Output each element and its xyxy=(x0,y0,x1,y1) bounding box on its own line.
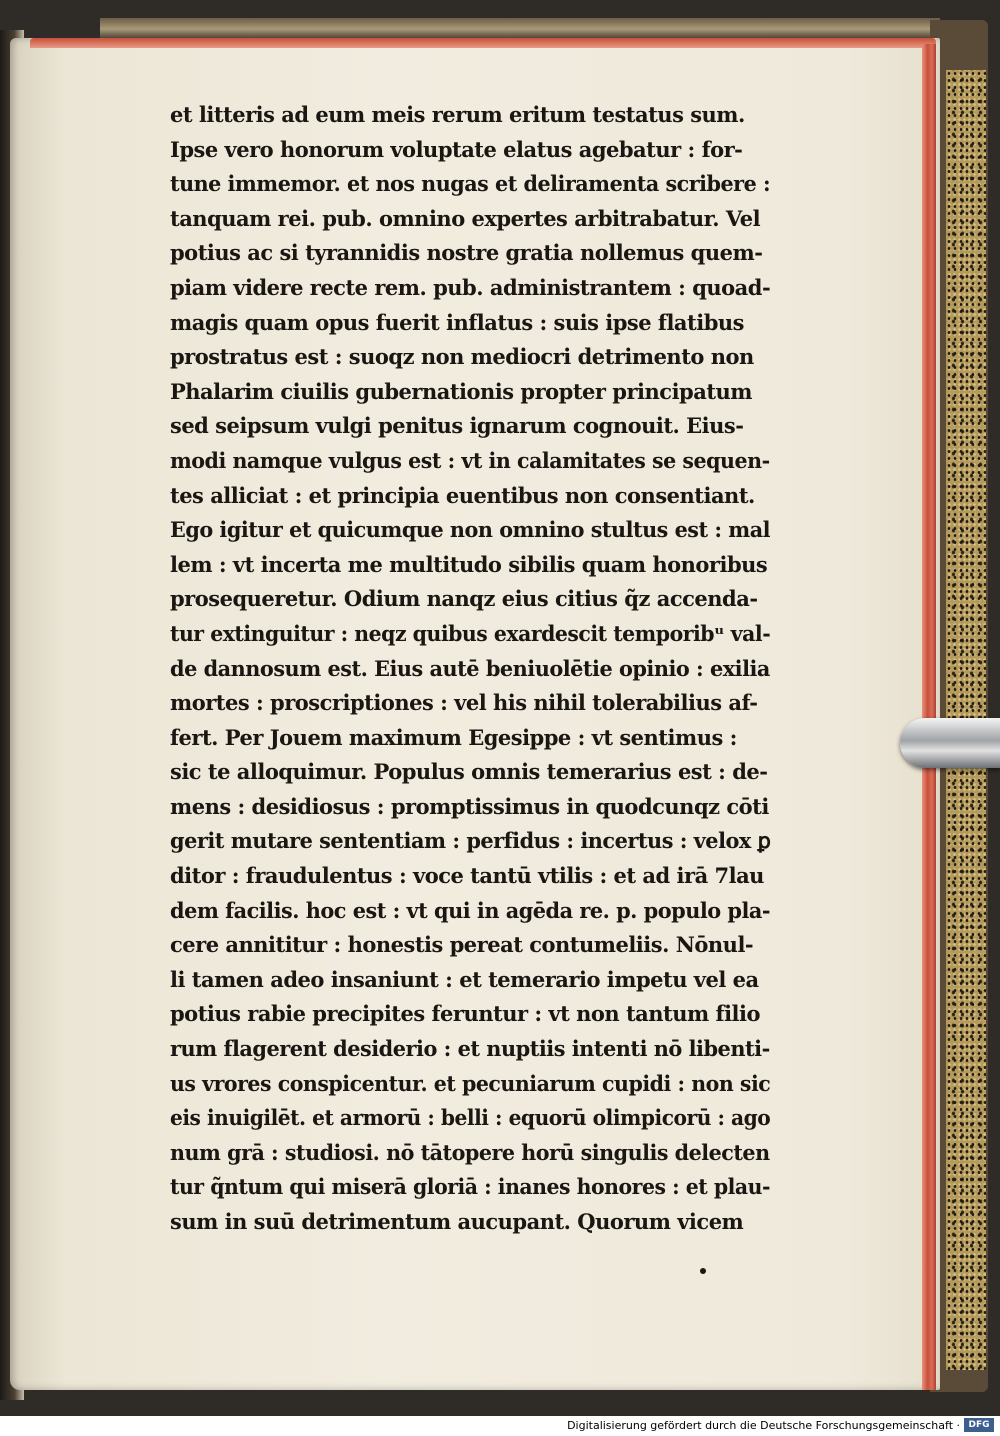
text-line: et litteris ad eum meis rerum eritum testatus sum. xyxy=(170,102,745,127)
text-line: sed seipsum vulgi penitus ignarum cognouit. Eius- xyxy=(170,413,744,439)
text-line: potius rabie precipites feruntur : vt non tantum filio xyxy=(170,1001,761,1027)
text-line: Ipse vero honorum voluptate elatus agebatur : for- xyxy=(170,136,743,162)
page-clip xyxy=(900,718,1000,768)
text-line: prosequeretur. Odium nanqz eius citius q̃z accenda- xyxy=(170,586,758,612)
text-line: fert. Per Jouem maximum Egesippe : vt sentimus : xyxy=(170,724,737,750)
text-line: sum in suū detrimentum aucupant. Quorum vicem xyxy=(170,1209,744,1234)
ink-dot-mark xyxy=(700,1268,706,1274)
text-line: lem : vt incerta me multitudo sibilis quam honoribus xyxy=(170,551,768,577)
footer-bar xyxy=(0,1416,1000,1436)
red-page-edge-top xyxy=(30,38,936,48)
text-line: us vrores conspicentur. et pecuniarum cupidi : non sic xyxy=(170,1070,771,1096)
text-line: num grā : studiosi. nō tātopere horū singulis delecten xyxy=(170,1139,770,1165)
text-line: prostratus est : suoqz non mediocri detrimento non xyxy=(170,344,754,370)
text-line: rum flagerent desiderio : et nuptiis intenti nō libenti- xyxy=(170,1036,770,1062)
text-line: magis quam opus fuerit inflatus : suis ipse flatibus xyxy=(170,309,744,335)
text-line: mens : desidiosus : promptissimus in quodcunqz cōti xyxy=(170,793,769,819)
text-line: sic te alloquimur. Populus omnis temerarius est : de- xyxy=(170,759,768,785)
funding-credit: Digitalisierung gefördert durch die Deutsche Forschungsgemeinschaft · xyxy=(567,1419,960,1432)
text-line: tune immemor. et nos nugas et deliramenta scribere : xyxy=(170,171,771,197)
text-line: modi namque vulgus est : vt in calamitates se sequen- xyxy=(170,447,770,473)
text-line: mortes : proscriptiones : vel his nihil tolerabilius af- xyxy=(170,690,758,716)
text-line: dem facilis. hoc est : vt qui in agēda re. p. populo pla- xyxy=(170,897,771,923)
text-line: ditor : fraudulentus : voce tantū vtilis : et ad irā 7lau xyxy=(170,863,764,889)
text-line: tes alliciat : et principia euentibus non consentiant. xyxy=(170,482,755,508)
text-line: potius ac si tyrannidis nostre gratia nollemus quem- xyxy=(170,240,763,266)
text-line: tanquam rei. pub. omnino expertes arbitrabatur. Vel xyxy=(170,205,761,231)
dfg-logo: DFG xyxy=(964,1418,994,1432)
text-line: Phalarim ciuilis gubernationis propter principatum xyxy=(170,378,753,404)
text-line: de dannosum est. Eius autē beniuolētie opinio : exilia xyxy=(170,655,770,681)
text-line: eis inuigilēt. et armorū : belli : equorū olimpicorū : ago xyxy=(170,1105,771,1131)
text-line: gerit mutare sententiam : perfidus : incertus : velox ꝑ xyxy=(170,828,771,854)
book-top-edge xyxy=(100,18,940,40)
text-line: tur q̃ntum qui miserā gloriā : inanes honores : et plau- xyxy=(170,1174,770,1200)
text-line: piam videre recte rem. pub. administrantem : quoad- xyxy=(170,274,771,300)
page-text-block xyxy=(170,98,770,1240)
text-line: cere annititur : honestis pereat contumeliis. Nōnul- xyxy=(170,932,754,958)
text-line: Ego igitur et quicumque non omnino stultus est : mal xyxy=(170,517,771,543)
red-page-edge-right xyxy=(922,44,936,1390)
text-line: tur extinguitur : neqz quibus exardescit temporibᵘ val- xyxy=(170,620,771,646)
text-line: li tamen adeo insaniunt : et temerario impetu vel ea xyxy=(170,966,759,992)
